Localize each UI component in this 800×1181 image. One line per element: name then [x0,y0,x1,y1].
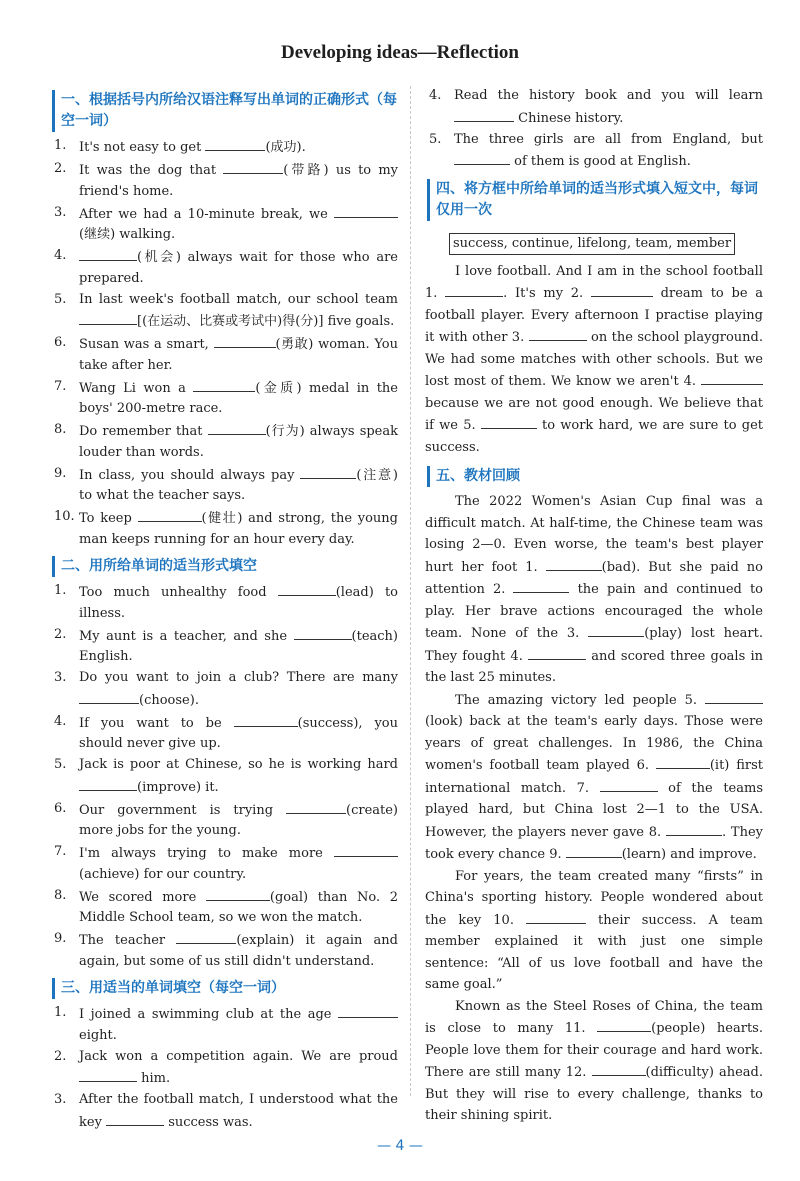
answer-blank[interactable] [454,150,510,165]
list-item: 5. The three girls are all from England, but of them is good at English. [429,131,763,169]
answer-blank[interactable] [334,842,398,857]
answer-blank[interactable] [205,136,265,151]
answer-blank[interactable] [566,843,622,858]
page-title: Developing ideas—Reflection [280,42,519,63]
column-divider [410,86,411,1096]
list-item: 1. I joined a swimming club at the age eight. [50,1003,398,1046]
section-5-paragraph-2: The amazing victory led people 5. (look) back at the team's early days. Those were years of great challenges. In 1986, the China women's football team played 6. (it) first international match. 7. of the teams played hard, but China lost 2—1 to the USA. However, the players never gave 8. . They took every chance 9. (learn) and improve. [425,689,763,866]
list-item: 4. Read the history book and you will learn Chinese history. [429,88,763,126]
section-1-list [50,136,398,550]
list-item: 1. Too much unhealthy food (lead) to illness. [54,583,399,621]
answer-blank[interactable] [701,370,763,385]
answer-blank[interactable] [338,1003,398,1018]
section-2-list [50,581,398,972]
list-item: 8. Do remember that (行为) always speak louder than words. [54,422,399,460]
answer-blank[interactable] [278,581,336,596]
answer-blank[interactable] [79,776,137,791]
section-1-heading: 一、根据括号内所给汉语注释写出单词的正确形式（每空一词） [52,90,398,132]
list-item: 3. After the football match, I understood what the key success was. [54,1092,398,1130]
list-item: 10. To keep (健壮) and strong, the young man keeps running for an hour every day. [54,509,398,547]
answer-blank[interactable] [513,578,569,593]
section-5-heading: 五、教材回顾 [427,466,763,487]
answer-blank[interactable] [705,689,763,704]
list-item: 5. Jack is poor at Chinese, so he is working hard (improve) it. [54,757,398,795]
section-5-paragraph-1: The 2022 Women's Asian Cup final was a difficult match. At half-time, the Chinese team was losing 2—0. Even worse, the team's best player hurt her foot 1. (bad). But she paid no attention 2. the pain and continued to play. Her brave actions encouraged the whole team. None of the 3. (play) lost heart. They fought 4. and scored three goals in the last 25 minutes. [425,494,764,685]
answer-blank[interactable] [294,625,352,640]
list-item: 9. The teacher (explain) it again and again, but some of us still didn't understand. [54,931,398,969]
list-item: 7. I'm always trying to make more (achieve) for our country. [50,842,398,885]
section-5-paragraph-3: For years, the team created many “firsts” in China's sporting history. People wondered about the key 10. their success. A team member explained it with just one simple sentence: “All of us love football and have the same goal.” [425,868,763,992]
section-5-paragraph-4: Known as the Steel Roses of China, the team is close to many 11. (people) hearts. People love them for their courage and hard work. There are still many 12. (difficulty) ahead. But they will rise to every challenge, thanks to their shining spirit. [425,998,763,1123]
list-item: 2. It was the dog that (带路) us to my friend's home. [54,161,398,199]
answer-blank[interactable] [79,689,139,704]
answer-blank[interactable] [481,414,537,429]
list-item: 9. In class, you should always pay (注意) to what the teacher says. [54,465,398,503]
answer-blank[interactable] [597,1017,651,1032]
answer-blank[interactable] [591,282,653,297]
answer-blank[interactable] [106,1111,164,1126]
answer-blank[interactable] [234,712,298,727]
section-4-passage: I love football. And I am in the school football 1. . It's my 2. dream to be a football player. Every afternoon I practise playing it with other 3. on the school playground. We had some matches with other schools. But we lost most of them. We know we aren't 4. because we are not good enough. We believe that if we 5. to work hard, we are sure to get success. [425,263,764,455]
left-column [50,86,398,1134]
answer-blank[interactable] [600,777,658,792]
answer-blank[interactable] [546,556,602,571]
list-item: 7. Wang Li won a (金质) medal in the boys' 200-metre race. [54,378,398,416]
list-item: 2. My aunt is a teacher, and she (teach) English. [54,626,398,664]
list-item: 4. If you want to be (success), you should never give up. [54,713,399,751]
answer-blank[interactable] [445,282,503,297]
answer-blank[interactable] [176,929,236,944]
list-item: 6. Our government is trying (create) more jobs for the young. [54,800,398,838]
answer-blank[interactable] [214,333,276,348]
page-number: — 4 — [377,1138,423,1154]
answer-blank[interactable] [223,159,283,174]
answer-blank[interactable] [79,246,137,261]
list-item: 3. After we had a 10-minute break, we (继续) walking. [50,203,398,246]
answer-blank[interactable] [588,622,644,637]
answer-blank[interactable] [208,420,266,435]
list-item: 8. We scored more (goal) than No. 2 Middle School team, so we won the match. [54,887,398,925]
answer-blank[interactable] [138,507,202,522]
list-item: 3. Do you want to join a club? There are many (choose). [54,670,398,708]
list-item: 4. (机会) always wait for those who are prepared. [54,248,398,286]
section-3-heading: 三、用适当的单词填空（每空一词） [52,978,398,999]
answer-blank[interactable] [526,909,586,924]
list-item: 6. Susan was a smart, (勇敢) woman. You take after her. [54,335,398,373]
right-column [425,86,763,1127]
answer-blank[interactable] [79,310,137,325]
answer-blank[interactable] [656,754,710,769]
answer-blank[interactable] [666,821,722,836]
list-item: 5. In last week's football match, our school team [(在运动、比赛或考试中)得(分)] five goals. [54,291,398,329]
list-item: 1. It's not easy to get (成功). [54,138,306,155]
section-3-list-continued [425,86,763,173]
answer-blank[interactable] [528,645,586,660]
section-2-heading: 二、用所给单词的适当形式填空 [52,556,398,577]
answer-blank[interactable] [300,464,356,479]
answer-blank[interactable] [454,107,514,122]
answer-blank[interactable] [286,799,346,814]
answer-blank[interactable] [592,1061,646,1076]
answer-blank[interactable] [206,886,270,901]
section-4-heading: 四、将方框中所给单词的适当形式填入短文中，每词仅用一次 [427,179,763,221]
word-box: success, continue, lifelong, team, member [449,233,735,255]
answer-blank[interactable] [334,203,398,218]
answer-blank[interactable] [79,1067,137,1082]
list-item: 2. Jack won a competition again. We are proud him. [54,1048,398,1086]
section-3-list [50,1003,398,1133]
answer-blank[interactable] [529,326,587,341]
answer-blank[interactable] [193,377,255,392]
